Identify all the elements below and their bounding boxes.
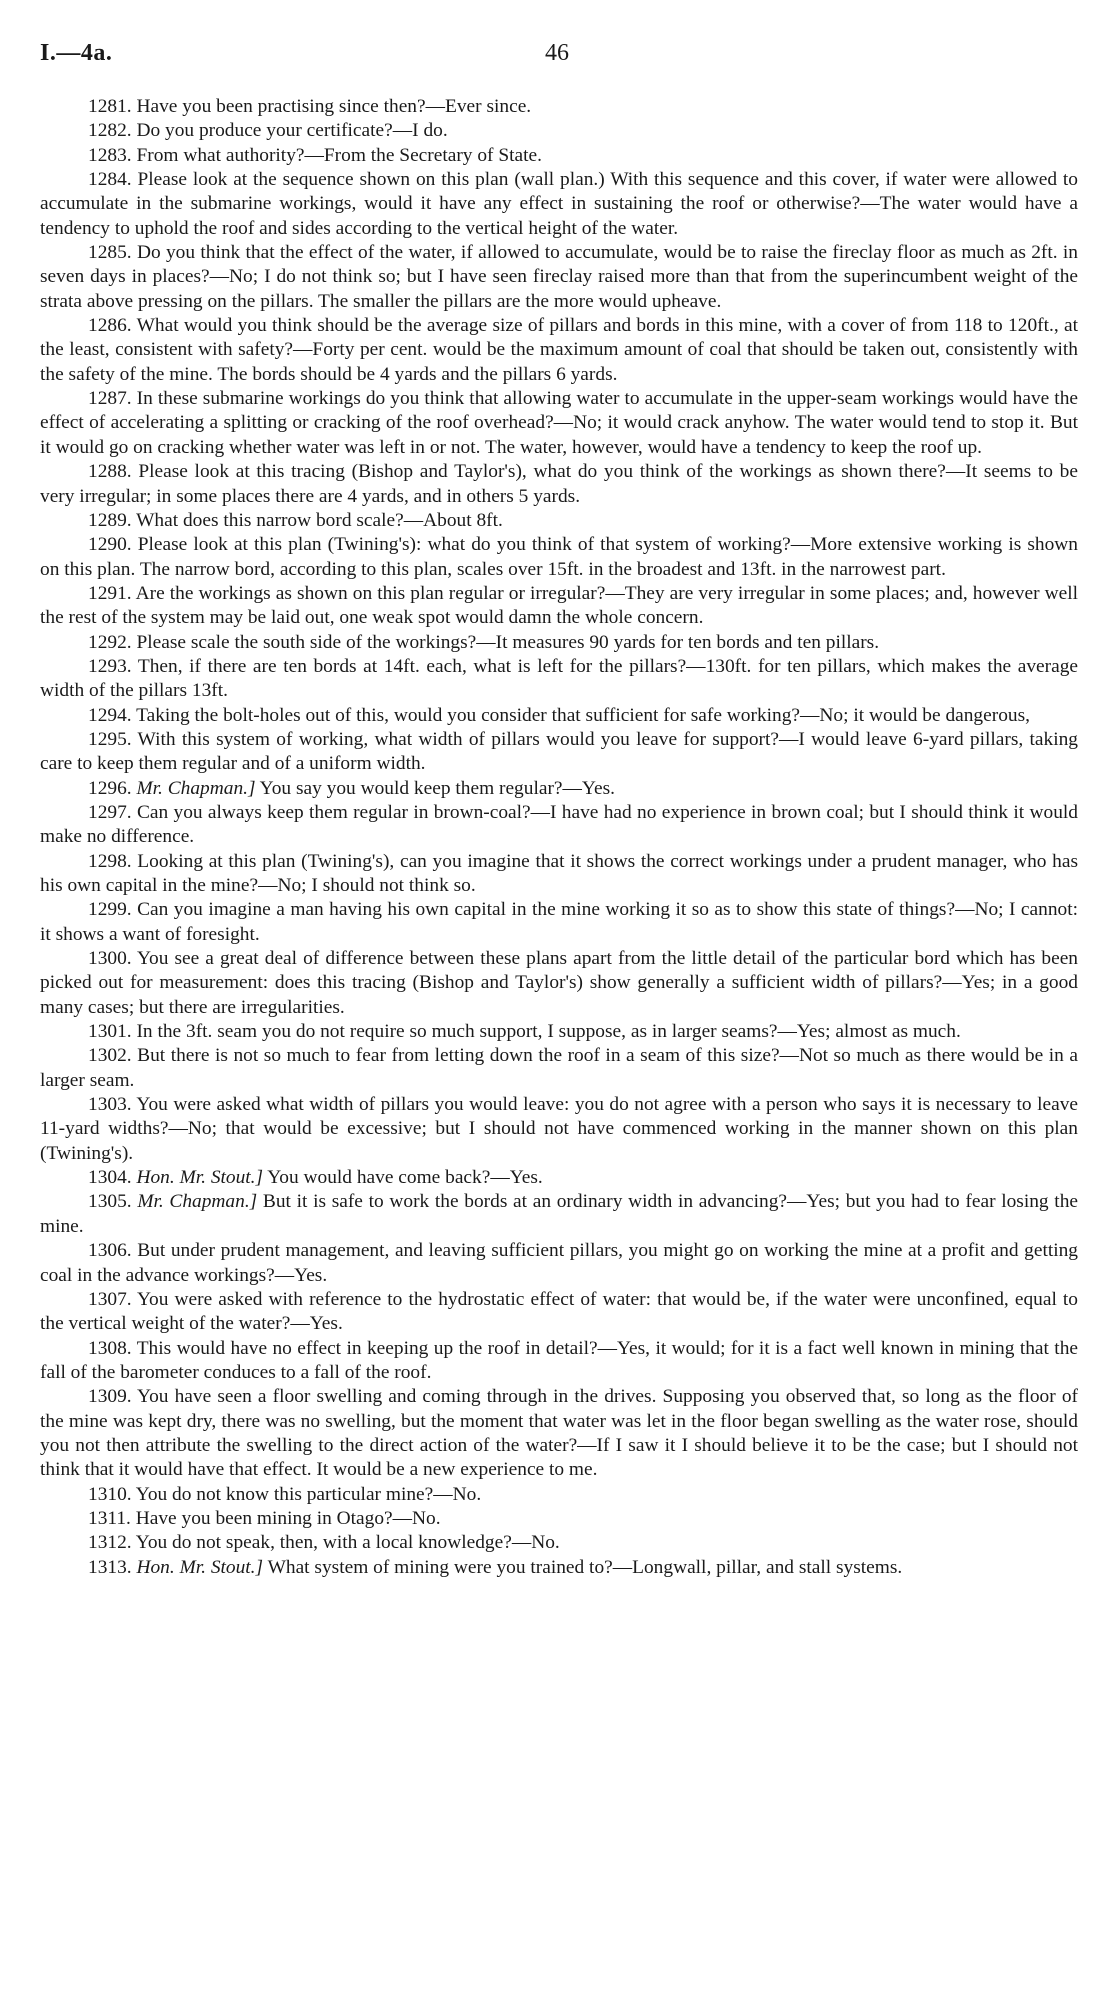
page-number: 46 [545,40,569,66]
qa-entry: 1306. But under prudent management, and leaving sufficient pillars, you might go on working the mine at a profit and getting coal in the advance workings?—Yes. [40,1240,1078,1286]
qa-entry: 1307. You were asked with reference to the hydrostatic effect of water: that would be, if the water were unconfined, equal to the vertical weight of the water?—Yes. [40,1288,1078,1335]
evidence-transcript [40,95,1078,1580]
qa-entry: 1291. Are the workings as shown on this plan regular or irregular?—They are very irregular in some places; and, however well the rest of the system may be laid out, one weak spot would damn the whole concern. [40,582,1078,629]
speaker-name: Mr. Chapman.] [136,777,256,799]
qa-entry: 1290. Please look at this plan (Twining's): what do you think of that system of working?—More extensive working is shown on this plan. The narrow bord, according to this plan, scales over 15ft. in the broadest and 13ft. in the narrowest part. [40,534,1078,580]
qa-entry: 1299. Can you imagine a man having his own capital in the mine working it so as to show this state of things?—No; I cannot: it shows a want of foresight. [40,899,1078,945]
qa-entry: 1313. Hon. Mr. Stout.] What system of mining were you trained to?—Longwall, pillar, and stall systems. [88,1556,903,1578]
qa-entry: 1303. You were asked what width of pillars you would leave: you do not agree with a person who says it is necessary to leave 11-yard widths?—No; that would be excessive; but I should not have commenced working in the manner shown on this plan (Twining's). [40,1094,1078,1164]
qa-entry: 1305. Mr. Chapman.] But it is safe to work the bords at an ordinary width in advancing?—Yes; but you had to fear losing the mine. [40,1191,1078,1237]
speaker-name: Hon. Mr. Stout.] [136,1167,264,1189]
qa-entry: 1281. Have you been practising since then?—Ever since. [88,96,532,117]
qa-entry: 1308. This would have no effect in keeping up the roof in detail?—Yes, it would; for it is a fact well known in mining that the fall of the barometer conduces to a fall of the roof. [40,1337,1078,1383]
speaker-name: Mr. Chapman.] [137,1191,258,1213]
qa-entry: 1300. You see a great deal of difference between these plans apart from the little detail of the particular bord which has been picked out for measurement: does this tracing (Bishop and Taylor's) show generally a sufficient width of pillars?—Yes; in a good many cases; but there are irregularities. [40,948,1078,1018]
qa-entry: 1289. What does this narrow bord scale?—About 8ft. [88,509,503,531]
page-header [40,40,1074,70]
qa-entry: 1312. You do not speak, then, with a local knowledge?—No. [88,1532,560,1554]
qa-entry: 1302. But there is not so much to fear from letting down the roof in a seam of this size?—Not so much as there would be in a larger seam. [40,1045,1078,1091]
qa-entry: 1304. Hon. Mr. Stout.] You would have come back?—Yes. [88,1167,543,1189]
qa-entry: 1288. Please look at this tracing (Bishop and Taylor's), what do you think of the workings as shown there?—It seems to be very irregular; in some places there are 4 yards, and in others 5 yards. [40,461,1078,507]
qa-entry: 1297. Can you always keep them regular in brown-coal?—I have had no experience in brown coal; but I should think it would make no difference. [40,801,1078,848]
document-reference: I.—4a. [40,40,113,66]
qa-entry: 1293. Then, if there are ten bords at 14ft. each, what is left for the pillars?—130ft. for ten pillars, which makes the average width of the pillars 13ft. [40,655,1078,702]
qa-entry: 1310. You do not know this particular mine?—No. [88,1483,482,1505]
qa-entry: 1295. With this system of working, what width of pillars would you leave for support?—I would leave 6-yard pillars, taking care to keep them regular and of a uniform width. [40,728,1078,775]
qa-entry: 1286. What would you think should be the average size of pillars and bords in this mine, with a cover of from 118 to 120ft., at the least, consistent with safety?—Forty per cent. would be the maximum amount of coal that should be taken out, consistently with the safety of the mine. The bords should be 4 yards and the pillars 6 yards. [40,315,1078,385]
qa-entry: 1283. From what authority?—From the Secretary of State. [88,144,542,166]
qa-entry: 1301. In the 3ft. seam you do not require so much support, I suppose, as in larger seams?—Yes; almost as much. [88,1021,961,1043]
qa-entry: 1284. Please look at the sequence shown on this plan (wall plan.) With this sequence and this cover, if water were allowed to accumulate in the submarine workings, would it have any effect in sustaining the roof or otherwise?—The water would have a tendency to uphold the roof and sides according to the vertical height of the water. [40,169,1078,239]
qa-entry: 1309. You have seen a floor swelling and coming through in the drives. Supposing you observed that, so long as the floor of the mine was kept dry, there was no swelling, but the moment that water was let in the floor began swelling as the water rose, should you not then attribute the swelling to the direct action of the water?—If I saw it I should believe it to be the case; but I should not think that it would have that effect. It would be a new experience to me. [40,1386,1078,1481]
qa-entry: 1285. Do you think that the effect of the water, if allowed to accumulate, would be to raise the fireclay floor as much as 2ft. in seven days in places?—No; I do not think so; but I have seen fireclay raised more than that from the superincumbent weight of the strata above pressing on the pillars. The smaller the pillars are the more would upheave. [40,242,1078,312]
qa-entry: 1311. Have you been mining in Otago?—No. [88,1507,441,1529]
speaker-name: Hon. Mr. Stout.] [136,1556,264,1578]
qa-entry: 1298. Looking at this plan (Twining's), can you imagine that it shows the correct workings under a prudent manager, who has his own capital in the mine?—No; I should not think so. [40,850,1078,896]
qa-entry: 1287. In these submarine workings do you think that allowing water to accumulate in the upper-seam workings would have the effect of accelerating a splitting or cracking of the roof overhead?—No; it would crack anyhow. The water would tend to stop it. But it would go on cracking whether water was left in or not. The water, however, would have a tendency to keep the roof up. [40,388,1078,458]
qa-entry: 1294. Taking the bolt-holes out of this, would you consider that sufficient for safe working?—No; it would be dangerous, [88,704,1030,726]
qa-entry: 1296. Mr. Chapman.] You say you would keep them regular?—Yes. [88,777,615,799]
qa-entry: 1282. Do you produce your certificate?—I do. [88,120,448,142]
qa-entry: 1292. Please scale the south side of the workings?—It measures 90 yards for ten bords and ten pillars. [88,631,880,653]
